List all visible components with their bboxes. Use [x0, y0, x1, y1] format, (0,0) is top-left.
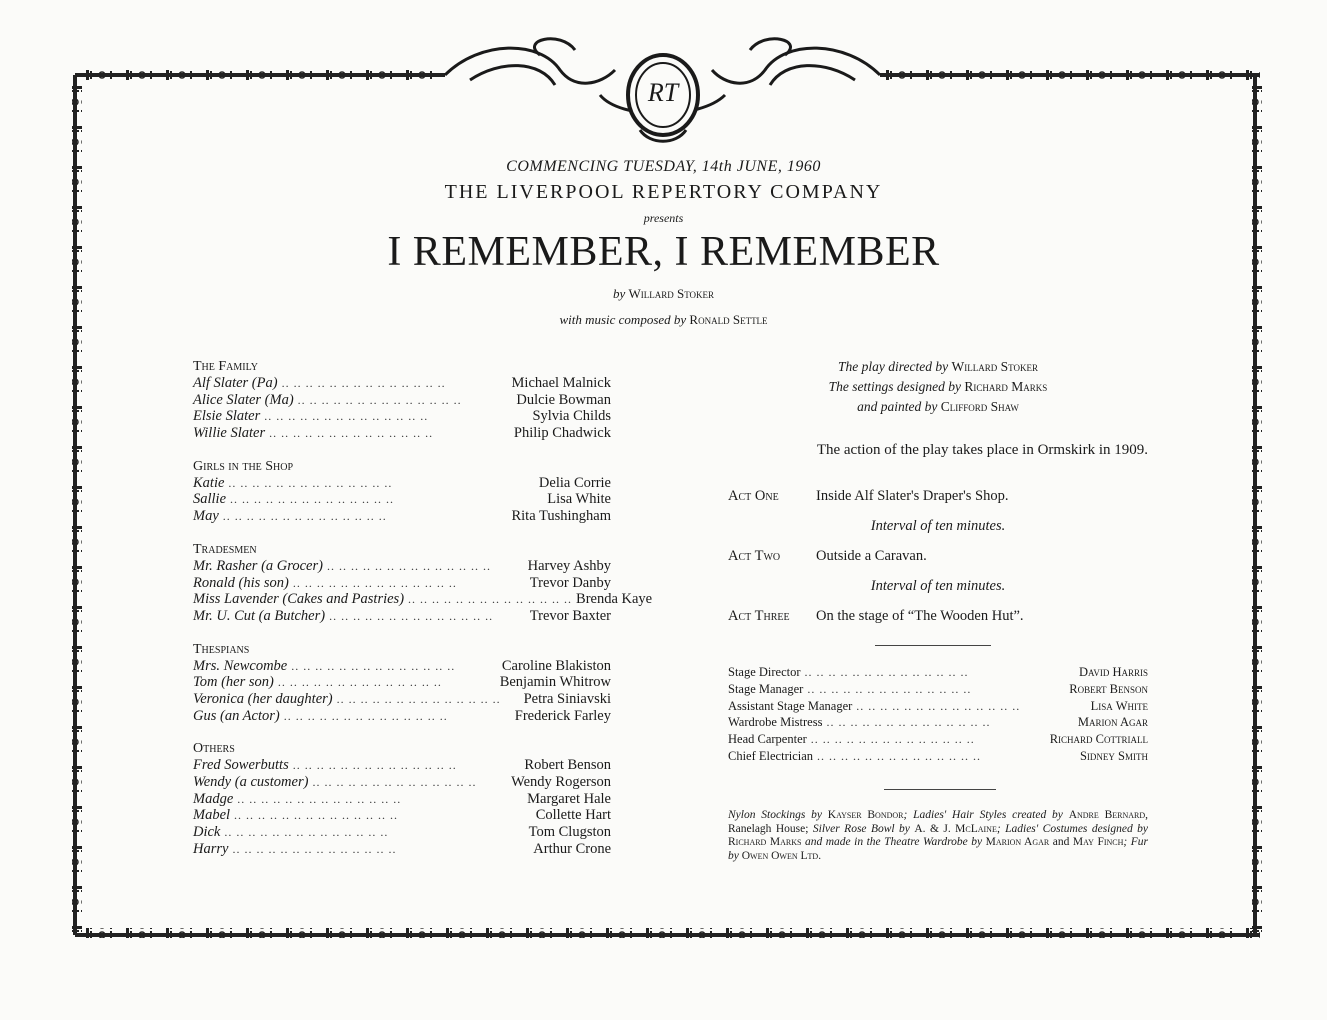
act-label: Act Two — [728, 548, 781, 564]
cast-actor: Brenda Kaye — [576, 591, 653, 608]
cast-actor: Trevor Danby — [529, 574, 611, 591]
cast-group — [193, 642, 611, 725]
cast-group — [193, 741, 611, 857]
cast-role: Harry — [193, 840, 229, 857]
cast-row: Sallie .. .. .. .. .. .. .. .. .. .. .. .. .. .. Lisa White — [193, 491, 611, 508]
cast-list — [193, 359, 653, 874]
cast-group — [193, 541, 653, 625]
commencing-date: COMMENCING TUESDAY, 14th JUNE, 1960 — [506, 158, 821, 175]
cast-row: Elsie Slater .. .. .. .. .. .. .. .. .. .. .. .. .. .. Sylvia Childs — [193, 408, 611, 425]
cast-actor: Petra Siniavski — [523, 690, 611, 707]
cast-actor: Margaret Hale — [527, 790, 611, 807]
cast-row: Fred Sowerbutts .. .. .. .. .. .. .. .. .. .. .. .. .. .. Robert Benson — [193, 757, 611, 774]
staff-role: Wardrobe Mistress — [728, 715, 823, 730]
cast-actor: Harvey Ashby — [527, 557, 611, 574]
cast-actor: Robert Benson — [524, 757, 611, 774]
staff-name: Lisa White — [1090, 698, 1148, 713]
cast-row: Mr. U. Cut (a Butcher) .. .. .. .. .. .. .. .. .. .. .. .. .. .. Trevor Baxter — [193, 607, 611, 624]
cast-role: Madge — [193, 790, 234, 807]
act-scene: On the stage of “The Wooden Hut”. — [816, 608, 1024, 624]
act-scene: Outside a Caravan. — [816, 548, 927, 564]
interval-note: Interval of ten minutes. — [870, 518, 1006, 534]
staff-name: Richard Cottriall — [1049, 732, 1148, 747]
play-title: I REMEMBER, I REMEMBER — [387, 229, 940, 275]
cast-role: Willie Slater — [193, 425, 266, 442]
cast-actor: Arthur Crone — [533, 840, 611, 857]
cast-actor: Frederick Farley — [514, 707, 611, 724]
cast-row: Ronald (his son) .. .. .. .. .. .. .. .. .. .. .. .. .. .. Trevor Danby — [193, 574, 611, 591]
divider — [884, 789, 996, 790]
cast-role: Mrs. Newcombe — [193, 657, 288, 674]
cast-row: Mrs. Newcombe .. .. .. .. .. .. .. .. .. .. .. .. .. .. Caroline Blakiston — [193, 657, 611, 674]
cast-group — [193, 359, 611, 442]
cast-group — [193, 459, 611, 525]
composer-name: Ronald Settle — [689, 312, 768, 327]
cast-role: Miss Lavender (Cakes and Pastries) — [193, 591, 405, 608]
act-row — [728, 546, 1148, 566]
cast-role: Ronald (his son) — [193, 574, 289, 591]
staff-role: Chief Electrician — [728, 748, 814, 763]
cast-actor: Delia Corrie — [538, 474, 611, 491]
cast-actor: Tom Clugston — [528, 824, 611, 841]
director-credit: The play directed by Willard Stoker — [838, 359, 1038, 374]
cast-actor: Collette Hart — [535, 807, 611, 824]
cast-row: Alice Slater (Ma) .. .. .. .. .. .. .. .. .. .. .. .. .. .. Dulcie Bowman — [193, 391, 611, 408]
cast-row: Mabel .. .. .. .. .. .. .. .. .. .. .. .. .. .. Collette Hart — [193, 807, 611, 824]
divider — [875, 645, 991, 646]
cast-actor: Sylvia Childs — [532, 408, 611, 425]
cast-row: May .. .. .. .. .. .. .. .. .. .. .. .. .. .. Rita Tushingham — [193, 508, 611, 525]
cast-row: Veronica (her daughter) .. .. .. .. .. .. .. .. .. .. .. .. .. .. Petra Siniavski — [193, 690, 611, 707]
cast-role: Veronica (her daughter) — [193, 690, 333, 707]
staff-row: Chief Electrician .. .. .. .. .. .. .. .. .. .. .. .. .. .. Sidney Smith — [728, 748, 1148, 763]
cast-group-heading: Others — [193, 741, 235, 757]
act-scene: Inside Alf Slater's Draper's Shop. — [816, 488, 1009, 504]
cast-group-heading: Girls in the Shop — [193, 458, 294, 474]
cast-row: Mr. Rasher (a Grocer) .. .. .. .. .. .. .. .. .. .. .. .. .. .. Harvey Ashby — [193, 557, 611, 574]
staff-row: Assistant Stage Manager .. .. .. .. .. .. .. .. .. .. .. .. .. .. Lisa White — [728, 698, 1148, 713]
staff-row: Stage Director .. .. .. .. .. .. .. .. .. .. .. .. .. .. David Harris — [728, 665, 1148, 679]
cast-role: May — [193, 508, 219, 525]
cast-role: Alf Slater (Pa) — [193, 375, 278, 391]
cast-row: Madge .. .. .. .. .. .. .. .. .. .. .. .. .. .. Margaret Hale — [193, 790, 611, 807]
cast-role: Mr. Rasher (a Grocer) — [193, 557, 323, 574]
cast-row: Willie Slater .. .. .. .. .. .. .. .. .. .. .. .. .. .. Philip Chadwick — [193, 425, 611, 442]
staff-name: Robert Benson — [1069, 681, 1148, 696]
act-label: Act One — [728, 488, 779, 504]
cast-actor: Dulcie Bowman — [516, 391, 611, 408]
cast-row: Alf Slater (Pa) .. .. .. .. .. .. .. .. .. .. .. .. .. .. Michael Malnick — [193, 375, 611, 391]
acknowledgements: Nylon Stockings by Kayser Bondor; Ladies' Hair Styles created by Andre Bernard, Ranelagh House; Silver Rose Bowl by A. & J. McLaine; Ladies' Costumes designed by Richard Marks and made in the Theatre Wardrobe by Marion Agar and May Finch; Fur by Owen Owen Ltd. — [728, 809, 1149, 862]
staff-row: Head Carpenter .. .. .. .. .. .. .. .. .. .. .. .. .. .. Richard Cottriall — [728, 732, 1148, 747]
staff-role: Assistant Stage Manager — [728, 698, 853, 713]
author-name: Willard Stoker — [628, 286, 715, 301]
cast-actor: Philip Chadwick — [513, 425, 611, 442]
act-label: Act Three — [728, 608, 790, 624]
cast-role: Gus (an Actor) — [193, 707, 280, 724]
staff-name: David Harris — [1078, 665, 1148, 679]
cast-row: Harry .. .. .. .. .. .. .. .. .. .. .. .. .. .. Arthur Crone — [193, 840, 611, 857]
cast-actor: Michael Malnick — [511, 375, 611, 391]
cast-actor: Rita Tushingham — [511, 508, 611, 525]
staff-list — [728, 664, 1148, 765]
cast-row: Katie .. .. .. .. .. .. .. .. .. .. .. .. .. .. Delia Corrie — [193, 474, 611, 491]
production-credits — [728, 357, 1148, 417]
painter-credit: and painted by Clifford Shaw — [857, 399, 1019, 414]
cast-actor: Trevor Baxter — [529, 607, 611, 624]
act-row — [728, 606, 1148, 626]
cast-group-heading: The Family — [193, 359, 258, 374]
cast-role: Elsie Slater — [193, 408, 261, 425]
designer-credit: The settings designed by Richard Marks — [828, 379, 1048, 394]
cast-role: Mr. U. Cut (a Butcher) — [193, 607, 326, 624]
cast-actor: Caroline Blakiston — [501, 657, 611, 674]
cast-role: Sallie — [193, 491, 227, 508]
monogram: RT — [647, 78, 679, 107]
cast-group-heading: Tradesmen — [193, 541, 257, 557]
acts-list — [728, 486, 1148, 626]
cast-row: Dick .. .. .. .. .. .. .. .. .. .. .. .. .. .. Tom Clugston — [193, 824, 611, 841]
setting-line: The action of the play takes place in Ormskirk in 1909. — [816, 442, 1148, 458]
cast-role: Wendy (a customer) — [193, 774, 309, 790]
cast-role: Tom (her son) — [193, 674, 274, 691]
author-line — [0, 286, 1327, 302]
act-row — [728, 486, 1148, 506]
cast-row: Miss Lavender (Cakes and Pastries) .. .. .. .. .. .. .. .. .. .. .. .. .. .. Brenda Kaye — [193, 591, 653, 608]
composer-line — [0, 312, 1327, 328]
cast-actor: Lisa White — [547, 491, 611, 508]
author-prefix: by — [612, 286, 626, 301]
cast-group-heading: Thespians — [193, 641, 250, 657]
company-name: THE LIVERPOOL REPERTORY COMPANY — [444, 181, 883, 203]
staff-role: Stage Director — [728, 665, 801, 679]
staff-role: Head Carpenter — [728, 732, 807, 747]
composer-prefix: with music composed by — [559, 312, 687, 327]
staff-name: Sidney Smith — [1079, 748, 1148, 763]
presents-label: presents — [643, 211, 684, 225]
staff-row: Wardrobe Mistress .. .. .. .. .. .. .. .. .. .. .. .. .. .. Marion Agar — [728, 715, 1148, 730]
cast-role: Alice Slater (Ma) — [193, 391, 294, 408]
staff-name: Marion Agar — [1077, 715, 1148, 730]
interval-note: Interval of ten minutes. — [870, 578, 1006, 594]
cast-role: Fred Sowerbutts — [193, 757, 289, 774]
cast-role: Dick — [193, 824, 221, 841]
cast-role: Katie — [193, 474, 225, 491]
cast-actor: Benjamin Whitrow — [499, 674, 611, 691]
cast-row: Wendy (a customer) .. .. .. .. .. .. .. .. .. .. .. .. .. .. Wendy Rogerson — [193, 774, 611, 790]
cast-row: Tom (her son) .. .. .. .. .. .. .. .. .. .. .. .. .. .. Benjamin Whitrow — [193, 674, 611, 691]
cast-actor: Wendy Rogerson — [511, 774, 611, 790]
cast-row: Gus (an Actor) .. .. .. .. .. .. .. .. .. .. .. .. .. .. Frederick Farley — [193, 707, 611, 724]
staff-role: Stage Manager — [728, 681, 804, 696]
staff-row: Stage Manager .. .. .. .. .. .. .. .. .. .. .. .. .. .. Robert Benson — [728, 681, 1148, 696]
cast-role: Mabel — [193, 807, 231, 824]
